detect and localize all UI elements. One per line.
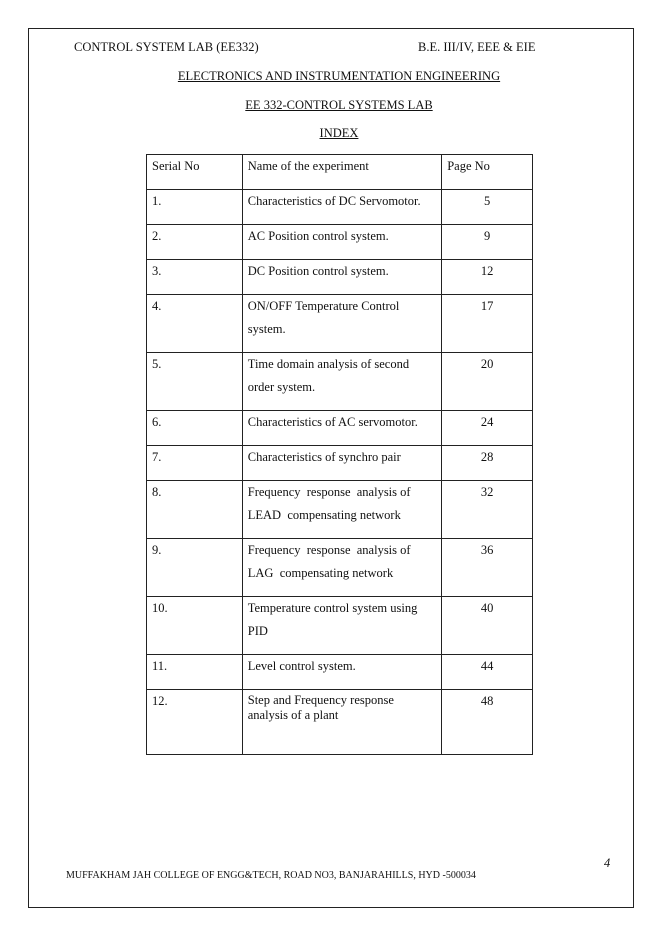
header-right: B.E. III/IV, EEE & EIE <box>418 40 536 54</box>
index-title: INDEX <box>319 126 359 140</box>
row-experiment: ON/OFF Temperature Control system. <box>242 295 441 353</box>
row-experiment: AC Position control system. <box>242 225 441 260</box>
header-left: CONTROL SYSTEM LAB (EE332) <box>74 40 259 54</box>
table-row <box>147 446 533 481</box>
row-experiment: Time domain analysis of second order system. <box>242 353 441 411</box>
row-page: 17 <box>442 295 533 353</box>
row-serial: 3. <box>147 260 243 295</box>
row-serial: 11. <box>147 655 243 690</box>
header-experiment: Name of the experiment <box>242 155 441 190</box>
table-row <box>147 597 533 655</box>
row-experiment: Frequency response analysis of LEAD compensating network <box>242 481 441 539</box>
row-page: 48 <box>442 690 533 755</box>
row-serial: 1. <box>147 190 243 225</box>
footer-address: MUFFAKHAM JAH COLLEGE OF ENGG&TECH, ROAD NO3, BANJARAHILLS, HYD -500034 <box>66 870 476 881</box>
page-number: 4 <box>604 856 611 870</box>
row-page: 40 <box>442 597 533 655</box>
row-experiment: Step and Frequency response analysis of a plant <box>242 690 441 755</box>
row-page: 28 <box>442 446 533 481</box>
row-serial: 9. <box>147 539 243 597</box>
row-serial: 7. <box>147 446 243 481</box>
table-row <box>147 225 533 260</box>
row-page: 32 <box>442 481 533 539</box>
row-page: 20 <box>442 353 533 411</box>
table-row <box>147 539 533 597</box>
row-page: 44 <box>442 655 533 690</box>
row-serial: 10. <box>147 597 243 655</box>
header-page: Page No <box>442 155 533 190</box>
table-row <box>147 190 533 225</box>
row-page: 36 <box>442 539 533 597</box>
row-serial: 6. <box>147 411 243 446</box>
row-experiment: Characteristics of AC servomotor. <box>242 411 441 446</box>
course-title: EE 332-CONTROL SYSTEMS LAB <box>245 98 433 112</box>
row-experiment: Temperature control system using PID <box>242 597 441 655</box>
table-row <box>147 353 533 411</box>
table-header-row <box>147 155 533 190</box>
row-page: 24 <box>442 411 533 446</box>
row-serial: 5. <box>147 353 243 411</box>
row-serial: 8. <box>147 481 243 539</box>
header-serial: Serial No <box>147 155 243 190</box>
table-row <box>147 655 533 690</box>
row-page: 9 <box>442 225 533 260</box>
table-row <box>147 260 533 295</box>
row-serial: 2. <box>147 225 243 260</box>
table-row <box>147 690 533 755</box>
row-page: 12 <box>442 260 533 295</box>
row-experiment: Characteristics of DC Servomotor. <box>242 190 441 225</box>
index-table <box>146 154 533 755</box>
row-serial: 4. <box>147 295 243 353</box>
department-title: ELECTRONICS AND INSTRUMENTATION ENGINEERING <box>177 69 501 83</box>
row-serial: 12. <box>147 690 243 755</box>
table-row <box>147 295 533 353</box>
row-page: 5 <box>442 190 533 225</box>
row-experiment: Level control system. <box>242 655 441 690</box>
row-experiment: Characteristics of synchro pair <box>242 446 441 481</box>
row-experiment: Frequency response analysis of LAG compensating network <box>242 539 441 597</box>
table-row <box>147 411 533 446</box>
row-experiment: DC Position control system. <box>242 260 441 295</box>
table-row <box>147 481 533 539</box>
